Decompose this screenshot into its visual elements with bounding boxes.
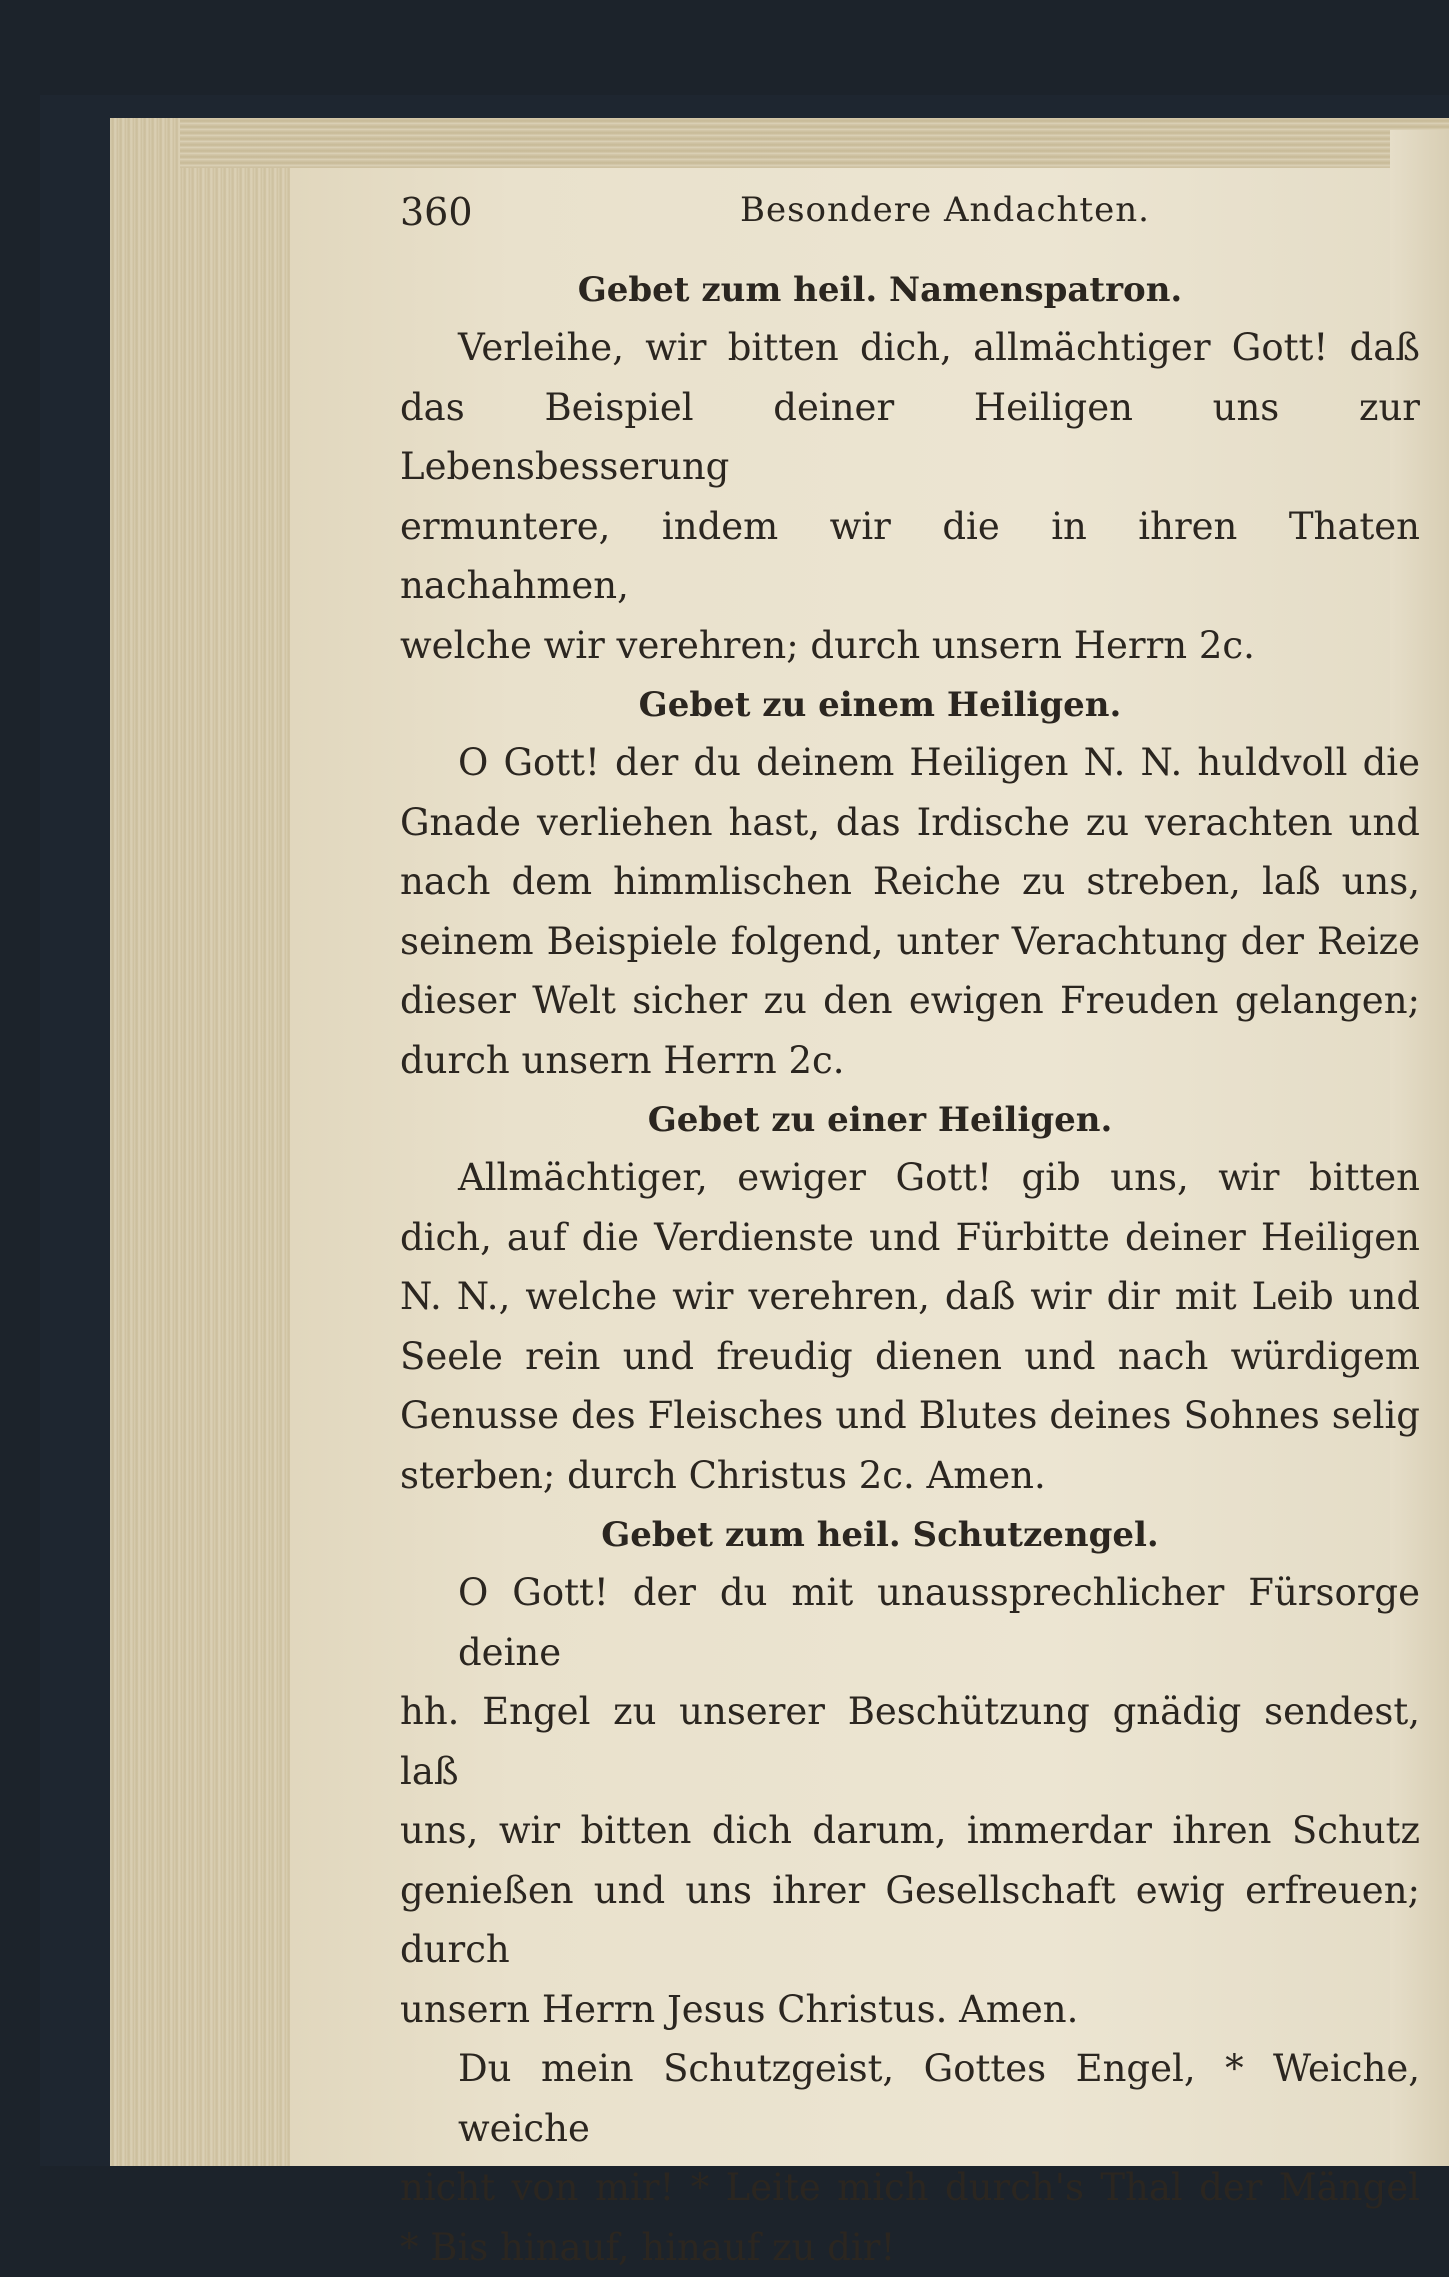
section-heading: Gebet zu einer Heiligen.: [400, 1094, 1420, 1146]
page-number: 360: [400, 190, 473, 234]
prayer-text: [400, 1148, 1420, 1505]
text-line: nach dem himmlischen Reiche zu streben, laß uns,: [400, 852, 1420, 912]
text-line: durch unsern Herrn 2c.: [400, 1031, 1420, 1091]
text-line: O Gott! der du mit unaussprechlicher Fürsorge deine: [400, 1563, 1420, 1682]
section-schutzengel: [400, 1509, 1420, 2277]
text-line: das Beispiel deiner Heiligen uns zur Lebensbesserung: [400, 378, 1420, 497]
section-heading: Gebet zu einem Heiligen.: [400, 679, 1420, 731]
text-line: Verleihe, wir bitten dich, allmächtiger Gott! daß: [400, 318, 1420, 378]
prayer-text: [400, 1563, 1420, 2039]
text-line: N. N., welche wir verehren, daß wir dir mit Leib und: [400, 1267, 1420, 1327]
prayer-text: [400, 733, 1420, 1090]
section-einer-heiligen: [400, 1094, 1420, 1505]
prayer-text: [400, 318, 1420, 675]
text-line: sterben; durch Christus 2c. Amen.: [400, 1446, 1420, 1506]
verse-line: Du mein Schutzgeist, Gottes Engel, * Weiche, weiche: [400, 2039, 1420, 2158]
text-line: Allmächtiger, ewiger Gott! gib uns, wir bitten: [400, 1148, 1420, 1208]
page-edges: [110, 118, 290, 2166]
running-title: Besondere Andachten.: [740, 190, 1150, 230]
text-line: welche wir verehren; durch unsern Herrn 2c.: [400, 616, 1420, 676]
verse-line: * Bis hinauf, hinauf zu dir!: [400, 2218, 1420, 2277]
text-line: dich, auf die Verdienste und Fürbitte deiner Heiligen: [400, 1208, 1420, 1268]
text-line: dieser Welt sicher zu den ewigen Freuden gelangen;: [400, 971, 1420, 1031]
page-top-edge: [180, 118, 1449, 168]
text-line: seinem Beispiele folgend, unter Verachtung der Reize: [400, 912, 1420, 972]
text-line: genießen und uns ihrer Gesellschaft ewig erfreuen; durch: [400, 1861, 1420, 1980]
text-line: hh. Engel zu unserer Beschützung gnädig sendest, laß: [400, 1682, 1420, 1801]
text-line: Seele rein und freudig dienen und nach würdigem: [400, 1327, 1420, 1387]
text-line: uns, wir bitten dich darum, immerdar ihren Schutz: [400, 1801, 1420, 1861]
section-heading: Gebet zum heil. Namenspatron.: [400, 264, 1420, 316]
section-namenspatron: [400, 264, 1420, 675]
page-text: [400, 180, 1420, 2277]
text-line: Genusse des Fleisches und Blutes deines Sohnes selig: [400, 1386, 1420, 1446]
text-line: ermuntere, indem wir die in ihren Thaten nachahmen,: [400, 497, 1420, 616]
text-line: Gnade verliehen hast, das Irdische zu verachten und: [400, 793, 1420, 853]
text-line: O Gott! der du deinem Heiligen N. N. huldvoll die: [400, 733, 1420, 793]
verse-text: [400, 2039, 1420, 2277]
text-line: unsern Herrn Jesus Christus. Amen.: [400, 1980, 1420, 2040]
section-einem-heiligen: [400, 679, 1420, 1090]
section-heading: Gebet zum heil. Schutzengel.: [400, 1509, 1420, 1561]
running-header: [400, 180, 1420, 260]
verse-line: nicht von mir! * Leite mich durch's Thal der Mängel: [400, 2158, 1420, 2218]
